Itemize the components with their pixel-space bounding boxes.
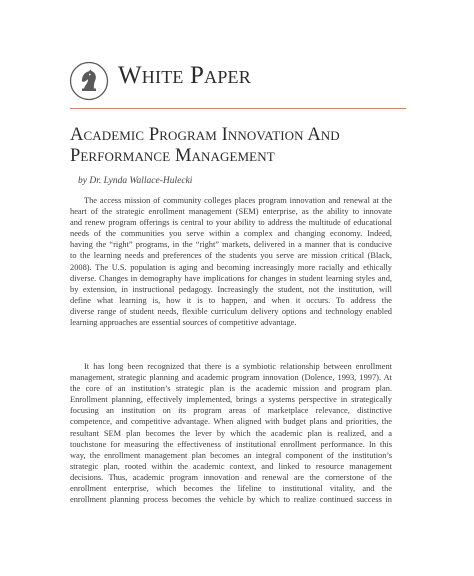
text-line: enrollment planning process becomes the vehicle by which to realize continued success in bbox=[70, 495, 392, 505]
text-line: needs of the communities you serve within a complex and changing economy. Indeed, bbox=[70, 229, 392, 239]
text-line: The access mission of community colleges places program innovation and renewal at the bbox=[84, 196, 392, 205]
text-line: diverse. Changes in demography have implications for changes in student learning styles and, bbox=[70, 273, 392, 283]
text-line: enrollment enterprise, which becomes the lifeline to institutional vitality, and the bbox=[70, 484, 392, 494]
text-line: define what learning is, how it is to happen, and when it occurs. To address the bbox=[70, 295, 392, 305]
text-line: focusing an institution on its program areas of marketplace relevance, distinctive bbox=[70, 406, 392, 416]
text-line: the core of an institution’s strategic plan is the academic mission and program plan. bbox=[70, 384, 392, 394]
text-line: It has long been recognized that there is a symbiotic relationship between enrollment bbox=[84, 362, 392, 371]
text-line: decisions. Thus, academic program innovation and renewal are the cornerstone of the bbox=[70, 472, 392, 482]
chess-knight-logo-icon bbox=[69, 61, 109, 101]
text-line: resultant SEM plan becomes the lever by which the academic plan is realized, and a bbox=[70, 428, 392, 438]
text-line: way, the enrollment management plan becomes an integral component of the institution’s bbox=[70, 450, 392, 460]
text-line: management, strategic planning and academic program innovation (Dolence, 1993, 1997). At bbox=[70, 373, 392, 383]
text-line: learning approaches are essential sources of competitive advantage. bbox=[70, 318, 297, 328]
document-title bbox=[70, 125, 410, 167]
text-line: having the “right” programs, in the “right” markets, delivered in a manner that is conducive bbox=[70, 240, 392, 250]
title-line: Academic Program Innovation And bbox=[70, 125, 340, 145]
header-divider bbox=[70, 108, 406, 109]
author-byline: by Dr. Lynda Wallace-Hulecki bbox=[78, 176, 193, 186]
body-paragraph bbox=[70, 195, 392, 328]
text-line: 2008). The U.S. population is aging and becoming increasingly more racially and ethically bbox=[70, 262, 392, 272]
text-line: strategic plan, rooted within the academic context, and linked to resource management bbox=[70, 461, 392, 471]
title-line: Performance Management bbox=[70, 146, 275, 166]
document-type-label: White Paper bbox=[118, 62, 251, 89]
text-line: to the learning needs and preferences of the students you serve are mission critical (Black, bbox=[70, 251, 392, 261]
text-line: touchstone for measuring the effectiveness of institutional enrollment performance. In this bbox=[70, 439, 392, 449]
text-line: competence, and competitive advantage. When aligned with budget plans and priorities, the bbox=[70, 417, 392, 427]
text-line: heart of the strategic enrollment management (SEM) enterprise, as the ability to innovate bbox=[70, 207, 392, 217]
body-paragraph bbox=[70, 361, 392, 505]
text-line: by extension, in instructional pedagogy. Increasingly the student, not the institution, will bbox=[70, 284, 392, 294]
text-line: Enrollment planning, effectively implemented, brings a systems perspective in strategically bbox=[70, 395, 392, 405]
text-line: and renew program offerings is central to your ability to address the multitude of educational bbox=[70, 218, 392, 228]
text-line: diverse range of student needs, flexible curriculum delivery options and technology enabled bbox=[70, 306, 392, 316]
